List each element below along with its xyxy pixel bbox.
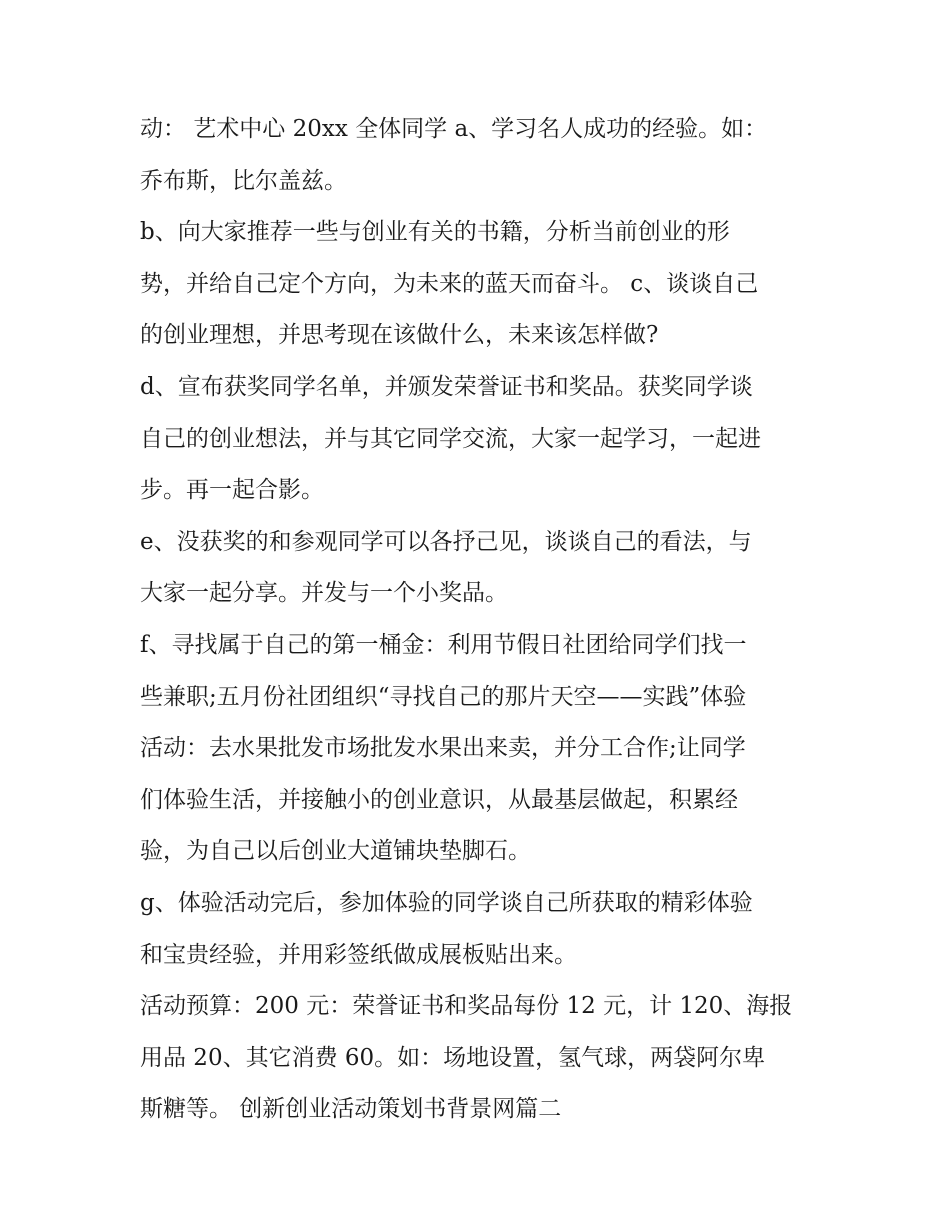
text-line: 和宝贵经验，并用彩签纸做成展板贴出来。 <box>140 941 577 968</box>
text-line: 自己的创业想法，并与其它同学交流，大家一起学习，一起进 <box>140 425 761 452</box>
text-line: 些兼职;五月份社团组织“寻找自己的那片天空——实践”体验 <box>140 683 747 710</box>
text-line: 乔布斯，比尔盖兹。 <box>140 167 347 194</box>
text-line: 验，为自己以后创业大道铺块垫脚石。 <box>140 838 531 865</box>
text-line: 动： 艺术中心 20xx 全体同学 a、学习名人成功的经验。如： <box>140 116 768 142</box>
text-line: 们体验生活，并接触小的创业意识，从最基层做起，积累经 <box>140 786 738 813</box>
text-line: 活动：去水果批发市场批发水果出来卖，并分工合作;让同学 <box>140 735 746 762</box>
text-line: f、寻找属于自己的第一桶金：利用节假日社团给同学们找一 <box>140 631 747 658</box>
text-line: d、宣布获奖同学名单，并颁发荣誉证书和奖品。获奖同学谈 <box>140 373 753 400</box>
text-line: 斯糖等。 创新创业活动策划书背景网篇二 <box>140 1096 562 1123</box>
text-line: 势，并给自己定个方向，为未来的蓝天而奋斗。 c、谈谈自己 <box>140 270 759 297</box>
text-line: 的创业理想，并思考现在该做什么，未来该怎样做? <box>140 322 659 349</box>
body-text <box>140 104 830 1136</box>
text-line: g、体验活动完后，参加体验的同学谈自己所获取的精彩体验 <box>140 889 753 916</box>
text-line: 用品 20、其它消费 60。如：场地设置，氢气球，两袋阿尔卑 <box>140 1044 766 1071</box>
text-line: e、没获奖的和参观同学可以各抒己见，谈谈自己的看法，与 <box>140 528 752 555</box>
text-line: 活动预算：200 元：荣誉证书和奖品每份 12 元，计 120、海报 <box>140 993 793 1020</box>
text-line: b、向大家推荐一些与创业有关的书籍，分析当前创业的形 <box>140 219 730 246</box>
text-line: 步。再一起合影。 <box>140 477 324 504</box>
text-line: 大家一起分享。并发与一个小奖品。 <box>140 580 508 607</box>
